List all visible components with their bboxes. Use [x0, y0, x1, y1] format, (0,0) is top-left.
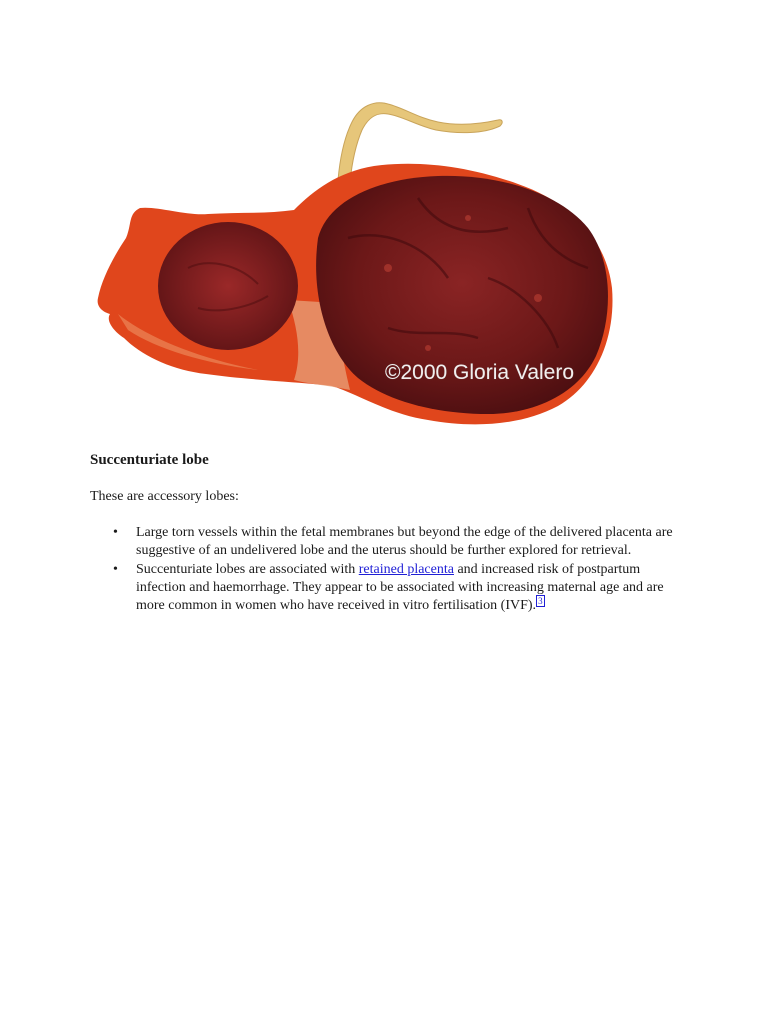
- list-item-text-before: Succenturiate lobes are associated with: [136, 562, 359, 577]
- list-item: [90, 561, 680, 615]
- reference-link[interactable]: 3: [538, 596, 543, 606]
- section-heading: Succenturiate lobe: [90, 452, 209, 468]
- bullet-list: [90, 524, 680, 616]
- intro-text: These are accessory lobes:: [90, 489, 239, 504]
- reference-marker: [536, 595, 545, 607]
- succenturiate-lobe: [158, 222, 298, 350]
- watermark-text: ©2000 Gloria Valero: [385, 361, 575, 384]
- list-item-text-after: and increased risk of postpartum infection and haemorrhage. They appear to be associated with increasing maternal age and are more common in women who have received in vitro fertilisation (IVF).: [136, 562, 664, 613]
- placenta-photo: [88, 88, 628, 433]
- list-item: [90, 524, 680, 560]
- list-item-text: Large torn vessels within the fetal membranes but beyond the edge of the delivered placenta are suggestive of an undelivered lobe and the uterus should be further explored for retrieval.: [136, 525, 673, 558]
- bullet-marker: •: [113, 562, 118, 577]
- retained-placenta-link[interactable]: retained placenta: [358, 562, 454, 577]
- bullet-marker: •: [113, 525, 118, 540]
- placenta-illustration: [88, 88, 628, 433]
